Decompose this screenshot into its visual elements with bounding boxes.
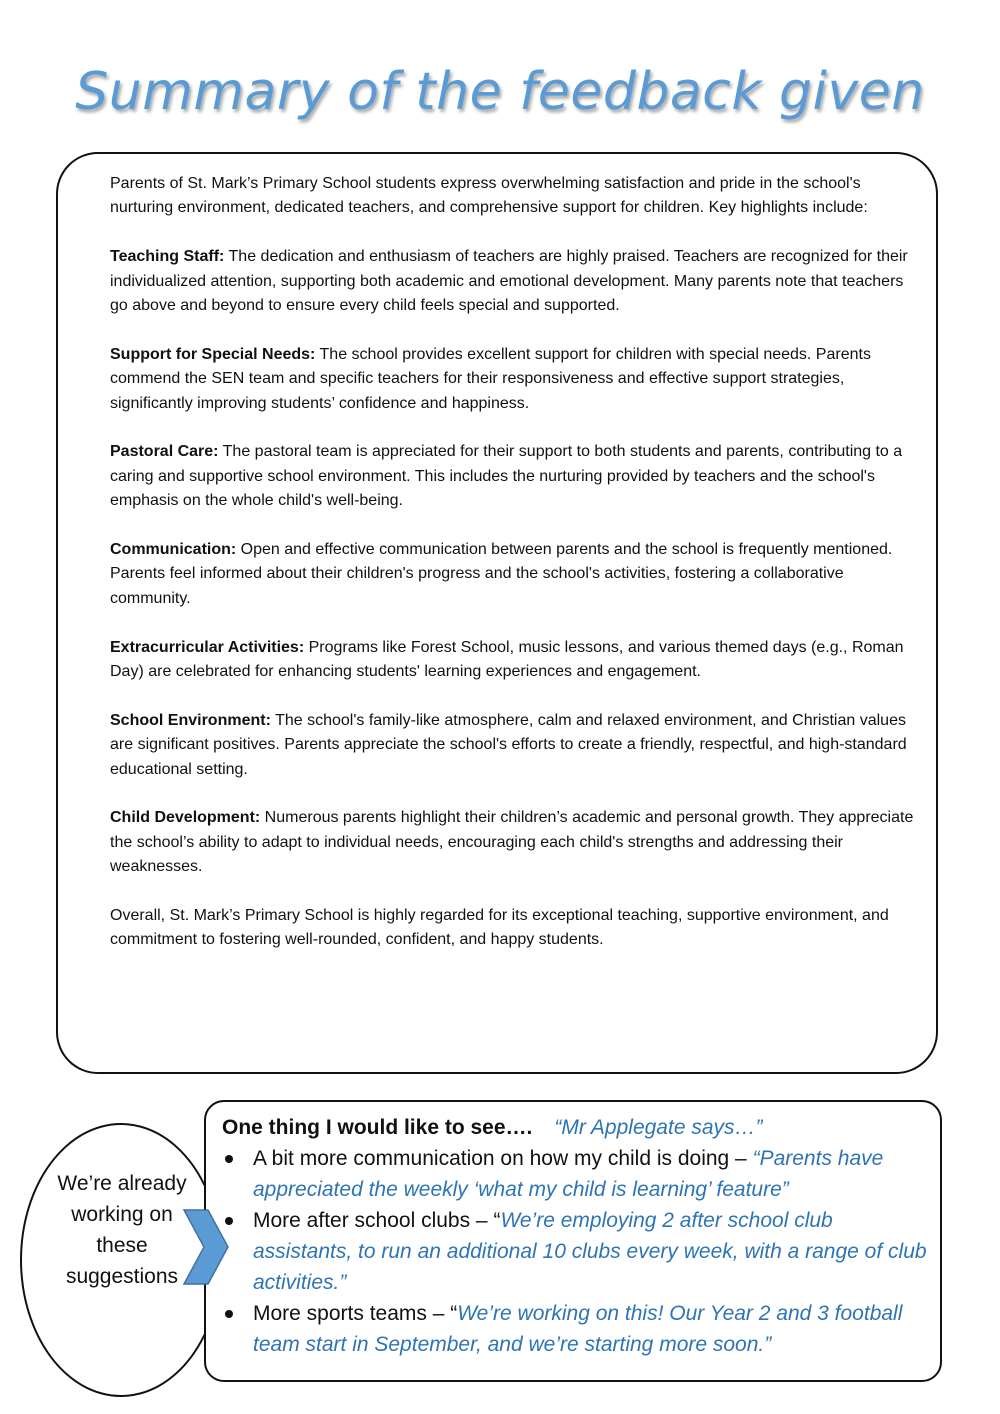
section-text: The pastoral team is appreciated for their support to both students and parents, contributing to a caring and supportive school environment. This includes the nurturing provided by teachers and the school's emphasis on the whole child's well-being.	[110, 443, 903, 510]
suggestions-heading	[222, 1112, 937, 1143]
bullet-icon	[225, 1217, 233, 1225]
list-item	[222, 1298, 937, 1360]
summary-section-teaching-staff	[110, 245, 920, 318]
bullet-icon	[225, 1310, 233, 1318]
bullet-icon	[225, 1155, 233, 1163]
summary-section-child-development	[110, 806, 920, 879]
suggestions-attribution: “Mr Applegate says…”	[554, 1116, 763, 1139]
summary-text	[110, 172, 920, 977]
suggestions-list	[222, 1143, 937, 1360]
section-heading: Extracurricular Activities:	[110, 638, 305, 656]
summary-conclusion: Overall, St. Mark’s Primary School is highly regarded for its exceptional teaching, supportive environment, and commitment to fostering well-rounded, confident, and happy students.	[110, 907, 889, 949]
suggestion-response: “Parents have appreciated the weekly ‘what my child is learning’ feature”	[253, 1147, 884, 1201]
summary-section-extracurricular	[110, 636, 920, 685]
suggestion-request: A bit more communication on how my child is doing –	[253, 1147, 753, 1170]
section-heading: Communication:	[110, 541, 237, 559]
section-text: Programs like Forest School, music lessons, and various themed days (e.g., Roman Day) are celebrated for enhancing students' learning experiences and engagement.	[110, 638, 904, 681]
section-heading: Teaching Staff:	[110, 248, 225, 266]
section-heading: Pastoral Care:	[110, 443, 219, 461]
section-text: The school provides excellent support for children with special needs. Parents commend the SEN team and specific teachers for their responsiveness and effective support strategies, significantly improving students’ confidence and happiness.	[110, 345, 871, 412]
list-item	[222, 1205, 937, 1298]
summary-section-pastoral-care	[110, 440, 920, 513]
section-text: The school's family-like atmosphere, calm and relaxed environment, and Christian values are significant positives. Parents appreciate the school's efforts to create a friendly, respectful, and high-standard educational setting.	[110, 711, 907, 778]
suggestions-content	[222, 1112, 937, 1360]
section-heading: School Environment:	[110, 711, 271, 729]
section-text: Numerous parents highlight their children’s academic and personal growth. They appreciate the school’s ability to adapt to individual needs, encouraging each child's strengths and addressing their weaknesses.	[110, 809, 914, 876]
section-heading: Support for Special Needs:	[110, 345, 316, 363]
section-text: The dedication and enthusiasm of teachers are highly praised. Teachers are recognized for their individualized attention, supporting both academic and emotional development. Many parents note that teachers go above and beyond to ensure every child feels special and supported.	[110, 248, 908, 315]
section-text: Open and effective communication between parents and the school is frequently mentioned. Parents feel informed about their children's progress and the school's activities, fostering a collaborative community.	[110, 541, 893, 607]
section-heading: Child Development:	[110, 809, 261, 827]
summary-intro: Parents of St. Mark’s Primary School students express overwhelming satisfaction and pride in the school's nurturing environment, dedicated teachers, and comprehensive support for children. Key highlights include:	[110, 175, 868, 217]
callout-text: We’re already working on these suggestions	[57, 1172, 187, 1288]
list-item	[222, 1143, 937, 1205]
summary-section-special-needs	[110, 343, 920, 416]
suggestion-request: More sports teams – “	[253, 1302, 458, 1325]
page-title: Summary of the feedback given	[75, 62, 925, 122]
suggestions-heading-text: One thing I would like to see….	[222, 1116, 533, 1139]
summary-section-school-environment	[110, 709, 920, 782]
summary-section-communication	[110, 538, 920, 611]
suggestion-response: We’re employing 2 after school club assistants, to run an additional 10 clubs every week, with a range of club activities.”	[253, 1209, 927, 1294]
suggestion-response: We’re working on this! Our Year 2 and 3 football team start in September, and we’re starting more soon.”	[253, 1302, 903, 1356]
suggestion-request: More after school clubs – “	[253, 1209, 501, 1232]
